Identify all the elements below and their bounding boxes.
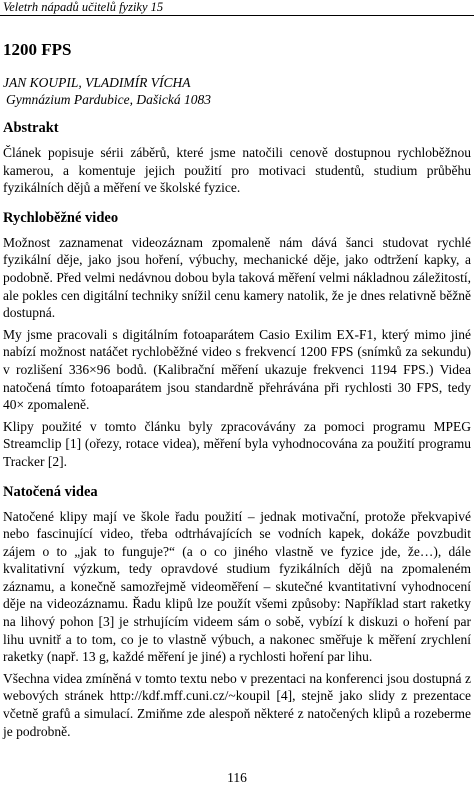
header-rule [0, 15, 474, 16]
section-high-speed-video [3, 209, 471, 471]
section-heading: Rychloběžné video [3, 209, 119, 226]
paragraph: Klipy použité v tomto článku byly zpracovávány za pomoci programu MPEG Streamclip [1] (ořezy, rotace videa), měření byla vyhodnocována za použití programu Tracker [2]. [3, 418, 471, 469]
section-heading: Natočená videa [3, 483, 98, 500]
article-authors: JAN KOUPIL, VLADIMÍR VÍCHA [3, 75, 191, 90]
article-affiliation: Gymnázium Pardubice, Dašická 1083 [6, 92, 211, 107]
paragraph: Článek popisuje sérii záběrů, které jsme natočili cenově dostupnou rychloběžnou kamerou, a komentuje jejich použití pro motivaci studentů, studium průběhu fyzikálních dějů a měření ve školské fyzice. [3, 145, 471, 196]
article-title: 1200 FPS [3, 40, 72, 59]
section-abstract [3, 119, 471, 197]
paragraph: Natočené klipy mají ve škole řadu použití – jednak motivační, protože překvapivé nebo fascinující video, třeba odtrhávajících se vodních kapek, dokáže povzbudit zájem o to „jak to funguje?“ (a o co jiného vlastně ve fyzice jde, že…), dále kvalitativní výzkum, tedy opravdové studium fyzikálních dějů na zpomaleném záznamu, a konečně samozřejmě videoměření – skutečné kvantitativní vyhodnocení děje na videozáznamu. Řadu klipů lze použít všemi způsoby: Například start raketky na lihový pohon [3] je strhujícím videem sám o sobě, vybízí k diskuzi o hoření par lihu uvnitř a to tom, co je to vlastně výbuch, a nakonec směřuje k měření zrychlení raketky (např. 13 g, každé měření je jiné) a rychlosti hoření par lihu. [3, 508, 471, 665]
section-recorded-videos [3, 483, 471, 741]
running-header [0, 0, 474, 18]
paragraph: Možnost zaznamenat videozáznam zpomaleně nám dává šanci studovat rychlé fyzikální děje, jako jsou hoření, výbuchy, mechanické děje, jako odtržení kapky, a podobně. Před velmi nedávnou dobou byla taková měření velmi nákladnou záležitostí, ale pokles cen digitální techniky snížil cenu kamery natolik, že je dnes relativně běžně dostupná. [3, 234, 471, 321]
running-title: Veletrh nápadů učitelů fyziky 15 [3, 0, 164, 14]
paragraph: Všechna videa zmíněná v tomto textu nebo v prezentaci na konferenci jsou dostupná z webových stránek http://kdf.mff.cuni.cz/~koupil [4], stejně jako slidy z prezentace včetně grafů a simulací. Zmiňme zde alespoň některé z natočených klipů a rozeberme je podrobně. [3, 670, 471, 739]
section-heading: Abstrakt [3, 120, 59, 136]
page-content [3, 40, 471, 744]
paragraph: My jsme pracovali s digitálním fotoaparátem Casio Exilim EX-F1, který mimo jiné nabízí možnost natáčet rychloběžné video s frekvencí 1200 FPS (snímků za sekundu) v rozlišení 336×96 bodů. (Kalibrační měření ukazuje frekvenci 1194 FPS.) Videa natočená tímto fotoaparátem jsou standardně přehrávána při rychlosti 30 FPS, tedy 40× zpomaleně. [3, 326, 471, 413]
page-number: 116 [227, 770, 247, 785]
